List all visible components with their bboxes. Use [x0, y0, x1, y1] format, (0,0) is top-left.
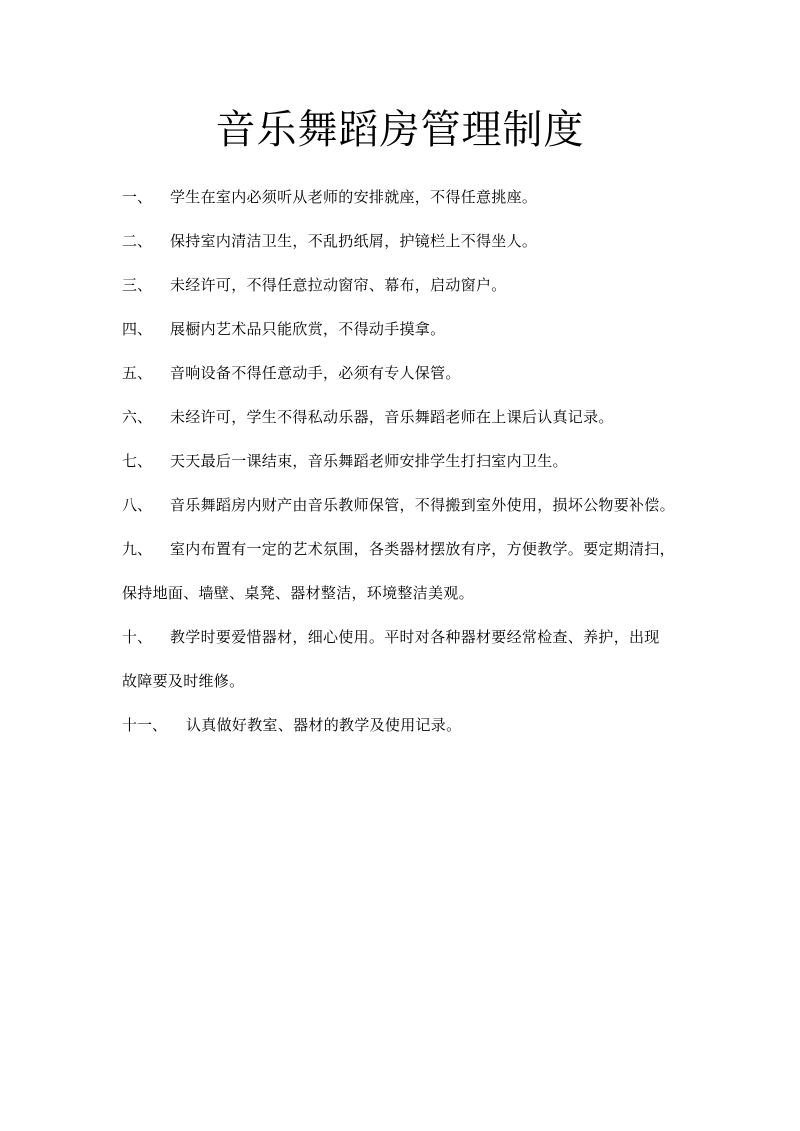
rule-number: 六、: [122, 408, 153, 426]
rule-item: [122, 494, 684, 516]
rules-list: [122, 186, 684, 758]
rule-text-continued: 故障要及时维修。: [122, 672, 245, 690]
rule-number: 八、: [122, 496, 153, 514]
rule-item: [122, 406, 684, 428]
rule-text: 音乐舞蹈房内财产由音乐教师保管，不得搬到室外使用，损坏公物要补偿。: [170, 496, 675, 514]
rule-text-continued: 保持地面、墙壁、桌凳、器材整洁，环境整洁美观。: [122, 584, 474, 602]
rule-text: 音响设备不得任意动手，必须有专人保管。: [170, 364, 461, 382]
rule-item: [122, 274, 684, 296]
rule-number: 二、: [122, 232, 153, 250]
rule-text: 未经许可，不得任意拉动窗帘、幕布，启动窗户。: [170, 276, 507, 294]
rule-number: 四、: [122, 320, 153, 338]
rule-number: 三、: [122, 276, 153, 294]
rule-number: 七、: [122, 452, 153, 470]
rule-text: 展橱内艺术品只能欣赏，不得动手摸拿。: [170, 320, 446, 338]
rule-item: [122, 362, 684, 384]
rule-text: 室内布置有一定的艺术氛围，各类器材摆放有序，方便教学。要定期清扫，: [170, 540, 675, 558]
rule-item: [122, 714, 684, 736]
rule-text: 保持室内清洁卫生，不乱扔纸屑，护镜栏上不得坐人。: [170, 232, 538, 250]
rule-number: 一、: [122, 188, 153, 206]
rule-text: 教学时要爱惜器材，细心使用。平时对各种器材要经常检查、养护，出现: [170, 628, 660, 646]
rule-text: 未经许可，学生不得私动乐器，音乐舞蹈老师在上课后认真记录。: [170, 408, 614, 426]
rule-number: 十、: [122, 628, 153, 646]
rule-number: 五、: [122, 364, 153, 382]
rule-item: [122, 186, 684, 208]
rule-item: [122, 538, 684, 604]
rule-text: 认真做好教室、器材的教学及使用记录。: [186, 716, 462, 734]
rule-number: 十一、: [122, 716, 168, 734]
rule-number: 九、: [122, 540, 153, 558]
rule-text: 学生在室内必须听从老师的安排就座，不得任意挑座。: [170, 188, 538, 206]
rule-item: [122, 230, 684, 252]
rule-item: [122, 626, 684, 692]
rule-text: 天天最后一课结束，音乐舞蹈老师安排学生打扫室内卫生。: [170, 452, 568, 470]
document-title: 音乐舞蹈房管理制度: [215, 107, 585, 153]
rule-item: [122, 318, 684, 340]
rule-item: [122, 450, 684, 472]
